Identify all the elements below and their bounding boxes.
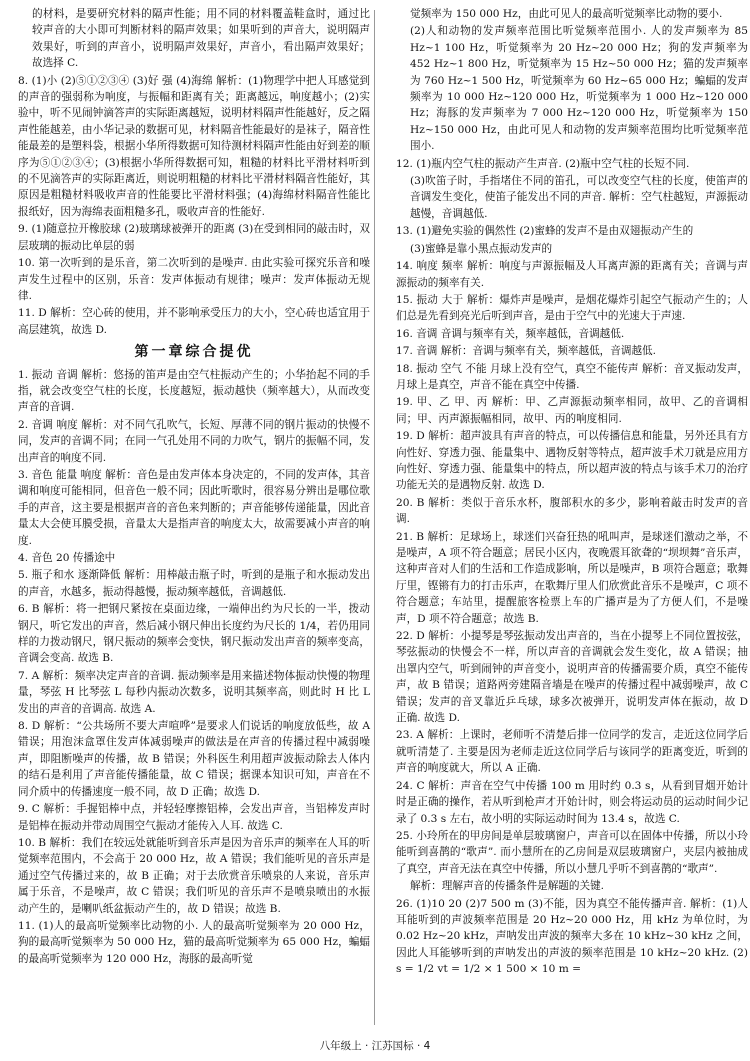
answer-paragraph: 21. B 解析：足球场上，球迷们兴奋狂热的吼叫声，是球迷们激动之举，不是噪声，A 项不符合题意；居民小区内，夜晚震耳欲聋的“坝坝舞”音乐声，这种声音对人们的生活和工作造成影响，所以是噪声，B 项符合题意；歌舞厅里，铿锵有力的打击乐声，在歌舞厅里人们欣赏此音乐不是噪声，C 项不符合题意；车站里，提醒旅客检票上车的广播声是为了方便人们，不是噪声，D 项不符合题意；故选 B. bbox=[396, 530, 748, 625]
answer-paragraph: 24. C 解析：声音在空气中传播 100 m 用时约 0.3 s，从看到冒烟开始计时是正确的操作，若从听到枪声才开始计时，则会将运动员的运动时间少记录了 0.3 s 左右，故小明的实际运动时间为 13.4 s，故选 C. bbox=[396, 779, 748, 825]
answer-paragraph: 11. (1)人的最高听觉频率比动物的小. 人的最高听觉频率为 20 000 Hz，狗的最高听觉频率为 50 000 Hz，猫的最高听觉频率为 65 000 Hz，蝙蝠的最高听觉频率为 120 000 Hz，海豚的最高听觉 bbox=[18, 919, 370, 965]
answer-paragraph: 15. 振动 大于 解析：爆炸声是噪声，是烟花爆炸引起空气振动产生的；人们总是先看到亮光后听到声音，是由于空气中的光速大于声速. bbox=[396, 293, 748, 323]
answer-paragraph: 16. 音调 音调与频率有关，频率越低，音调越低. bbox=[396, 327, 625, 340]
answer-paragraph: 的材料，是要研究材料的隔声性能；用不同的材料覆盖鞋盒时，通过比较声音的大小即可判断材料的隔声效果；如果听到的声音大，说明隔声效果好，听到的声音小，说明隔声效果好，声音小，看出隔声效果好；故选择 C. bbox=[32, 8, 370, 70]
answer-paragraph: 17. 音调 解析：音调与频率有关，频率越低，音调越低. bbox=[396, 345, 657, 358]
right-column bbox=[396, 6, 748, 979]
answer-paragraph: 1. 振动 音调 解析：悠扬的笛声是由空气柱振动产生的；小华抬起不同的手指，就会改变空气柱的长度，长度越短，振动越快（频率越大），从而改变声音的音调. bbox=[18, 368, 370, 414]
answer-paragraph: 5. 瓶子和水 逐渐降低 解析：用棒敲击瓶子时，听到的是瓶子和水振动发出的声音，水越多，振动得越慢，振动频率越低，音调越低. bbox=[18, 569, 370, 598]
answer-paragraph: 20. B 解析：类似于音乐水杯，腹部积水的多少，影响着敲击时发声的音调. bbox=[396, 496, 748, 526]
section-heading: 第一章综合提优 bbox=[134, 344, 254, 361]
answer-paragraph: 26. (1)10 20 (2)7 500 m (3)不能，因为真空不能传播声音. 解析：(1)人耳能听到的声波频率范围是 20 Hz~20 000 Hz，用 kHz 为单位时，为 0.02 Hz~20 kHz，声呐发出声波的频率大多在 10 kHz~30 kHz 之间，因此人耳能够听到的声呐发出的声波的频率范围是 10 kHz~20 kHz. (2) s = 1/2 vt = 1/2 × 1 500 × 10 m = bbox=[396, 897, 748, 976]
answer-paragraph: 22. D 解析：小提琴是琴弦振动发出声音的，当在小提琴上不同位置按弦，琴弦振动的快慢会不一样，所以声音的音调就会发生变化，故 A 错误；抽出罩内空气，听到闹钟的声音变小，说明声音的传播需要介质，真空不能传声，故 B 错误；道路两旁建隔音墙是在噪声的传播过程中减弱噪声，故 C 错误；发声的音叉靠近乒乓球，球多次被弹开，说明发声体在振动，故 D 正确. 故选 D. bbox=[396, 630, 748, 725]
answer-paragraph: 14. 响度 频率 解析：响度与声源振幅及人耳离声源的距离有关；音调与声源振动的频率有关. bbox=[396, 260, 748, 289]
answer-paragraph: 2. 音调 响度 解析：对不同气孔吹气，长短、厚薄不同的钢片振动的快慢不同，发声的音调不同；在同一气孔处用不同的力吹气，钢片的振幅不同，发出声音的响度不同. bbox=[18, 418, 370, 464]
answer-paragraph: 8. (1)小 (2)⑤①②③④ (3)好 强 (4)海绵 解析：(1)物理学中把人耳感觉到的声音的强弱称为响度，与振幅和距离有关；距离越远，响度越小；(2)实验中，听不见闹钟滴答声的实际距离越短，说明材料隔声性能越好，反之隔声性能越差，由小华记录的数据可见，材料隔音性能最好的是袜子，隔音性能最差的是塑料袋，根据小华所得数据可知待测材料隔声性能由好到差的顺序为⑤①②③④；(3)根据小华所得数据可知，粗糙的材料比平滑材料听到的不见滴答声的实际距离近，则说明粗糙的材料比平滑材料隔音性能好，其原因是粗糙材料吸收声音的性能要比平滑材料强；(4)海绵材料隔音性能比报纸好，因为海绵表面粗糙多孔，吸收声音的性能好. bbox=[18, 74, 370, 218]
answer-paragraph: 6. B 解析：将一把钢尺紧按在桌面边缘，一端伸出约为尺长的一半，拨动钢尺，听它发出的声音，然后减小钢尺伸出长度约为尺长的 1/4，若仍用同样的力拨动钢尺，钢尺振动的频率会变快，钢尺振动发出声音的频率变高，音调会变高. 故选 B. bbox=[18, 603, 370, 665]
answer-paragraph: 25. 小玲所在的甲房间是单层玻璃窗户，声音可以在固体中传播，所以小玲能听到喜鹊的“歌声”. 而小慧所在的乙房间是双层玻璃窗户，夹层内被抽成了真空，声音无法在真空中传播，所以小慧几乎听不到喜鹊的“歌声”. bbox=[396, 829, 748, 875]
answer-paragraph: 解析：理解声音的传播条件是解题的关键. bbox=[410, 880, 605, 893]
answer-paragraph: 3. 音色 能量 响度 解析：音色是由发声体本身决定的，不同的发声体，其音调和响度可能相同，但音色一般不同；因此听歌时，很容易分辨出是哪位歌手的声音，这主要是根据声音的音色来判断的；声音能够传递能量，因此音量太大会使耳膜受损，音量太大是指声音的响度太大，故需要减小声音的响度. bbox=[18, 468, 370, 547]
left-column bbox=[18, 6, 370, 968]
answer-paragraph: 19. 甲、乙 甲、丙 解析：甲、乙声源振动频率相同，故甲、乙的音调相同；甲、丙声源振幅相同，故甲、丙的响度相同. bbox=[396, 396, 748, 425]
answer-paragraph: 19. D 解析：超声波具有声音的特点，可以传播信息和能量，另外还具有方向性好、穿透力强、能量集中、遇物反射等特点，超声波手术刀就是应用方向性好、穿透力强、能量集中的特点，所以超声波的特点与该手术刀的治疗功能无关的是遇物反射. 故选 D. bbox=[396, 430, 748, 492]
answer-paragraph: (3)蜜蜂是靠小黑点振动发声的 bbox=[410, 242, 553, 255]
page-footer: 八年级上 · 江苏国标 · 4 bbox=[319, 1040, 431, 1052]
answer-paragraph: 10. B 解析：我们在较远处就能听到音乐声是因为音乐声的频率在人耳的听觉频率范围内，不会高于 20 000 Hz，故 A 错误；我们能听见的音乐声是通过空气传播过来的，故 B 正确；对于去欣赏音乐喷泉的人来说，音乐声属于乐音，不是噪声，故 C 错误；我们听见的音乐声不是喷泉喷出的水振动产生的，是喇叭纸盆振动产生的，故 D 错误；故选 B. bbox=[18, 836, 370, 915]
answer-paragraph: 7. A 解析：频率决定声音的音调. 振动频率是用来描述物体振动快慢的物理量，琴弦 H 比琴弦 L 每秒内振动次数多，说明其频率高，则此时 H 比 L 发出的声音的音调高. 故选 A. bbox=[18, 669, 370, 715]
answer-paragraph: 9. C 解析：手握铝棒中点，并轻轻摩擦铝棒，会发出声音，当铝棒发声时是铝棒在振动并带动周围空气振动才能传入人耳. 故选 C. bbox=[18, 803, 370, 832]
answer-paragraph: (2)人和动物的发声频率范围比听觉频率范围小. 人的发声频率为 85 Hz~1 100 Hz，听觉频率为 20 Hz~20 000 Hz；狗的发声频率为 452 Hz~1 800 Hz，听觉频率为 15 Hz~50 000 Hz；猫的发声频率为 760 Hz~1 500 Hz，听觉频率为 60 Hz~65 000 Hz；蝙蝠的发声频率为 10 000 Hz~120 000 Hz，听觉频率为 1 000 Hz~120 000 Hz；海豚的发声频率为 7 000 Hz~120 000 Hz，听觉频率为 150 Hz~150 000 Hz，由此可见人和动物的发声频率范围均比听觉频率范围小. bbox=[410, 25, 748, 153]
answer-paragraph: 觉频率为 150 000 Hz，由此可见人的最高听觉频率比动物的要小. bbox=[410, 8, 723, 20]
answer-paragraph: 12. (1)瓶内空气柱的振动产生声音. (2)瓶中空气柱的长短不同. bbox=[396, 157, 690, 170]
answer-paragraph: 10. 第一次听到的是乐音，第二次听到的是噪声. 由此实验可探究乐音和噪声发生过程中的区别，乐音：发声体振动有规律；噪声：发声体振动无规律. bbox=[18, 257, 370, 302]
answer-paragraph: (3)吹笛子时，手指堵住不同的笛孔，可以改变空气柱的长度，使笛声的音调发生变化，使笛子能发出不同的声音. 解析：空气柱越短，声源振动越慢，音调越低. bbox=[410, 175, 748, 220]
answer-paragraph: 4. 音色 20 传播途中 bbox=[18, 552, 116, 564]
answer-paragraph: 13. (1)避免实验的偶然性 (2)蜜蜂的发声不是由双翅振动产生的 bbox=[396, 225, 694, 238]
column-divider bbox=[374, 10, 375, 1025]
answer-paragraph: 11. D 解析：空心砖的使用，并不影响承受压力的大小，空心砖也适宜用于高层建筑，故选 D. bbox=[18, 307, 370, 336]
answer-paragraph: 18. 振动 空气 不能 月球上没有空气，真空不能传声 解析：音叉振动发声，月球上是真空，声音不能在真空中传播. bbox=[396, 362, 748, 391]
answer-paragraph: 23. A 解析：上课时，老师听不清楚后排一位同学的发言，走近这位同学后就听清楚了. 主要是因为老师走近这位同学后与该同学的距离变近，听到的声音的响度就大，所以 A 正确. bbox=[396, 729, 748, 775]
answer-paragraph: 9. (1)随意拉开橡胶球 (2)玻璃球被弹开的距离 (3)在受到相同的敲击时，双层玻璃的振动比单层的弱 bbox=[18, 223, 370, 252]
answer-paragraph: 8. D 解析：“公共场所不要大声喧哗”是要求人们说话的响度放低些，故 A 错误；用泡沫盒罩住发声体减弱噪声的做法是在声音的传播过程中减弱噪声，即阻断噪声的传播，故 B 错误；外科医生利用超声波振动除去人体内的结石是利用了声音能传播能量，故 C 错误；据课本知识可知，声音在不同介质中的传播速度一般不同，故 D 正确；故选 D. bbox=[18, 720, 370, 798]
